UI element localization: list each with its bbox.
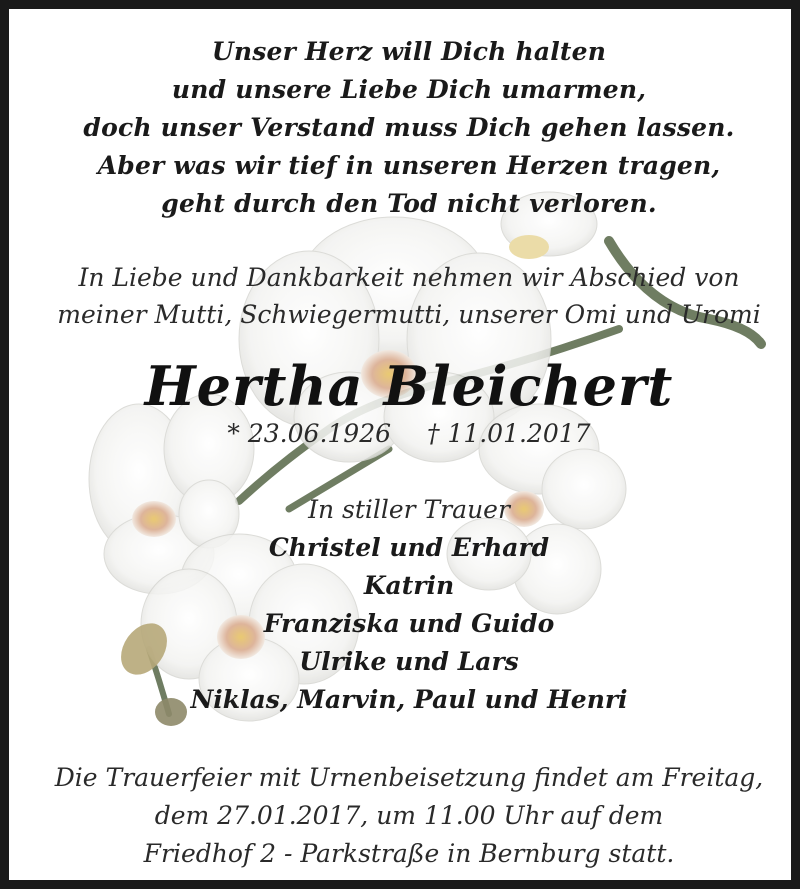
poem-line: Aber was wir tief in unseren Herzen tragen, <box>97 151 721 180</box>
poem-line: geht durch den Tod nicht verloren. <box>161 189 657 218</box>
notice-line: dem 27.01.2017, um 11.00 Uhr auf dem <box>154 801 664 830</box>
deceased-name: Hertha Bleichert <box>144 354 674 418</box>
life-dates <box>9 417 800 451</box>
poem-line: doch unser Verstand muss Dich gehen lassen. <box>83 113 735 142</box>
mourner-name: Katrin <box>363 571 455 600</box>
notice-line: Die Trauerfeier mit Urnenbeisetzung findet am Freitag, <box>54 763 764 792</box>
birth-date: * 23.06.1926 <box>227 419 392 448</box>
death-date: † 11.01.2017 <box>426 419 591 448</box>
notice-line: Friedhof 2 - Parkstraße in Bernburg statt. <box>143 839 675 868</box>
farewell-intro <box>9 259 800 333</box>
funeral-notice <box>9 759 800 873</box>
intro-line: In Liebe und Dankbarkeit nehmen wir Abschied von <box>78 263 740 292</box>
poem <box>9 33 800 223</box>
mourner-name: Christel und Erhard <box>268 533 550 562</box>
poem-line: und unsere Liebe Dich umarmen, <box>171 75 647 104</box>
mourner-name: Niklas, Marvin, Paul und Henri <box>190 685 628 714</box>
mourners-heading: In stiller Trauer <box>308 495 510 524</box>
mourner-name: Ulrike und Lars <box>299 647 519 676</box>
obituary-text <box>9 9 800 889</box>
mourners <box>9 491 800 719</box>
intro-line: meiner Mutti, Schwiegermutti, unserer Omi und Uromi <box>57 300 761 329</box>
mourner-name: Franziska und Guido <box>263 609 555 638</box>
poem-line: Unser Herz will Dich halten <box>211 37 607 66</box>
